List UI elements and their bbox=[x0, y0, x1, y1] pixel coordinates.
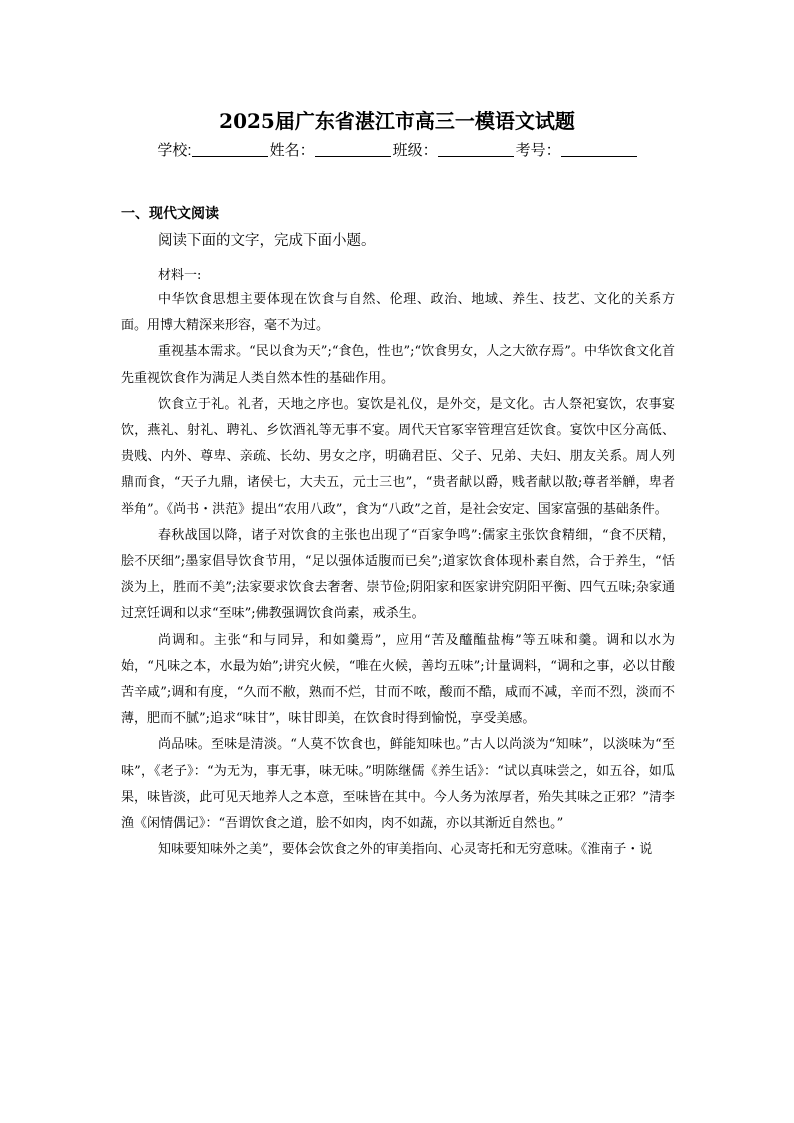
exam-no-label: 考号： bbox=[515, 142, 561, 159]
exam-no-blank bbox=[561, 142, 637, 157]
document-title: 2025届广东省湛江市高三一模语文试题 bbox=[219, 109, 575, 133]
paragraph: 中华饮食思想主要体现在饮食与自然、伦理、政治、地域、养生、技艺、文化的关系方面。用博大精深来形容，毫不为过。 bbox=[121, 292, 675, 334]
name-blank bbox=[315, 142, 391, 157]
paragraph: 知味要知味外之美”，要体会饮食之外的审美指向、心灵寄托和无穷意味。《淮南子・说 bbox=[158, 842, 653, 858]
paragraph: 尚品味。至味是清淡。“人莫不饮食也，鲜能知味也。”古人以尚淡为“知味”，以淡味为“至味”，《老子》：“为无为，事无事，味无味。”明陈继儒《养生话》：“试以真味尝之，如五谷，如瓜果，味皆淡，此可见天地养人之本意，至味皆在其中。今人务为浓厚者，殆失其味之正邪？”清李渔《闲情偶记》：“吾谓饮食之道，脍不如肉，肉不如蔬，亦以其渐近自然也。” bbox=[121, 737, 675, 832]
passage-body bbox=[121, 287, 675, 863]
class-label: 班级： bbox=[392, 142, 438, 159]
material-label: 材料一: bbox=[158, 268, 202, 283]
class-blank bbox=[438, 142, 514, 157]
paragraph: 尚调和。主张“和与同异，和如羹焉”，应用“苦及醯醢盐梅”等五味和羹。调和以水为始，“凡味之本，水最为始”;讲究火候，“唯在火候，善均五味”;计量调料，“调和之事，必以甘酸苦辛咸”;调和有度，“久而不敝，熟而不烂，甘而不哝，酸而不酷，咸而不减，辛而不烈，淡而不薄，肥而不腻”;追求“味甘”，味甘即美，在饮食时得到愉悦，享受美感。 bbox=[121, 632, 675, 727]
paragraph: 饮食立于礼。礼者，天地之序也。宴饮是礼仪，是外交，是文化。古人祭祀宴饮，农事宴饮，燕礼、射礼、聘礼、乡饮酒礼等无事不宴。周代天官冢宰管理宫廷饮食。宴饮中区分高低、贵贱、内外、尊卑、亲疏、长幼、男女之序，明确君臣、父子、兄弟、夫妇、朋友关系。周人列鼎而食，“天子九鼎，诸侯七，大夫五，元士三也”，“贵者献以爵，贱者献以散;尊者举觯，卑者举角”。《尚书・洪范》提出“农用八政”，食为“八政”之首，是社会安定、国家富强的基础条件。 bbox=[121, 396, 675, 517]
paragraph: 重视基本需求。“民以食为天”;“食色，性也”;“饮食男女，人之大欲存焉”。中华饮食文化首先重视饮食作为满足人类自然本性的基础作用。 bbox=[121, 344, 675, 386]
student-info-line bbox=[0, 139, 794, 160]
reading-instruction: 阅读下面的文字，完成下面小题。 bbox=[158, 233, 376, 249]
school-label: 学校: bbox=[157, 142, 192, 159]
section-heading: 一、现代文阅读 bbox=[121, 205, 219, 221]
name-label: 姓名： bbox=[269, 142, 315, 159]
school-blank bbox=[192, 142, 268, 157]
paragraph: 春秋战国以降，诸子对饮食的主张也出现了“百家争鸣”:儒家主张饮食精细，“食不厌精，脍不厌细”;墨家倡导饮食节用，“足以强体适腹而已矣”;道家饮食体现朴素自然，合于养生，“恬淡为上，胜而不美”;法家要求饮食去奢奢、崇节俭;阴阳家和医家讲究阴阳平衡、四气五味;杂家通过烹饪调和以求“至味”;佛教强调饮食尚素，戒杀生。 bbox=[121, 527, 675, 622]
